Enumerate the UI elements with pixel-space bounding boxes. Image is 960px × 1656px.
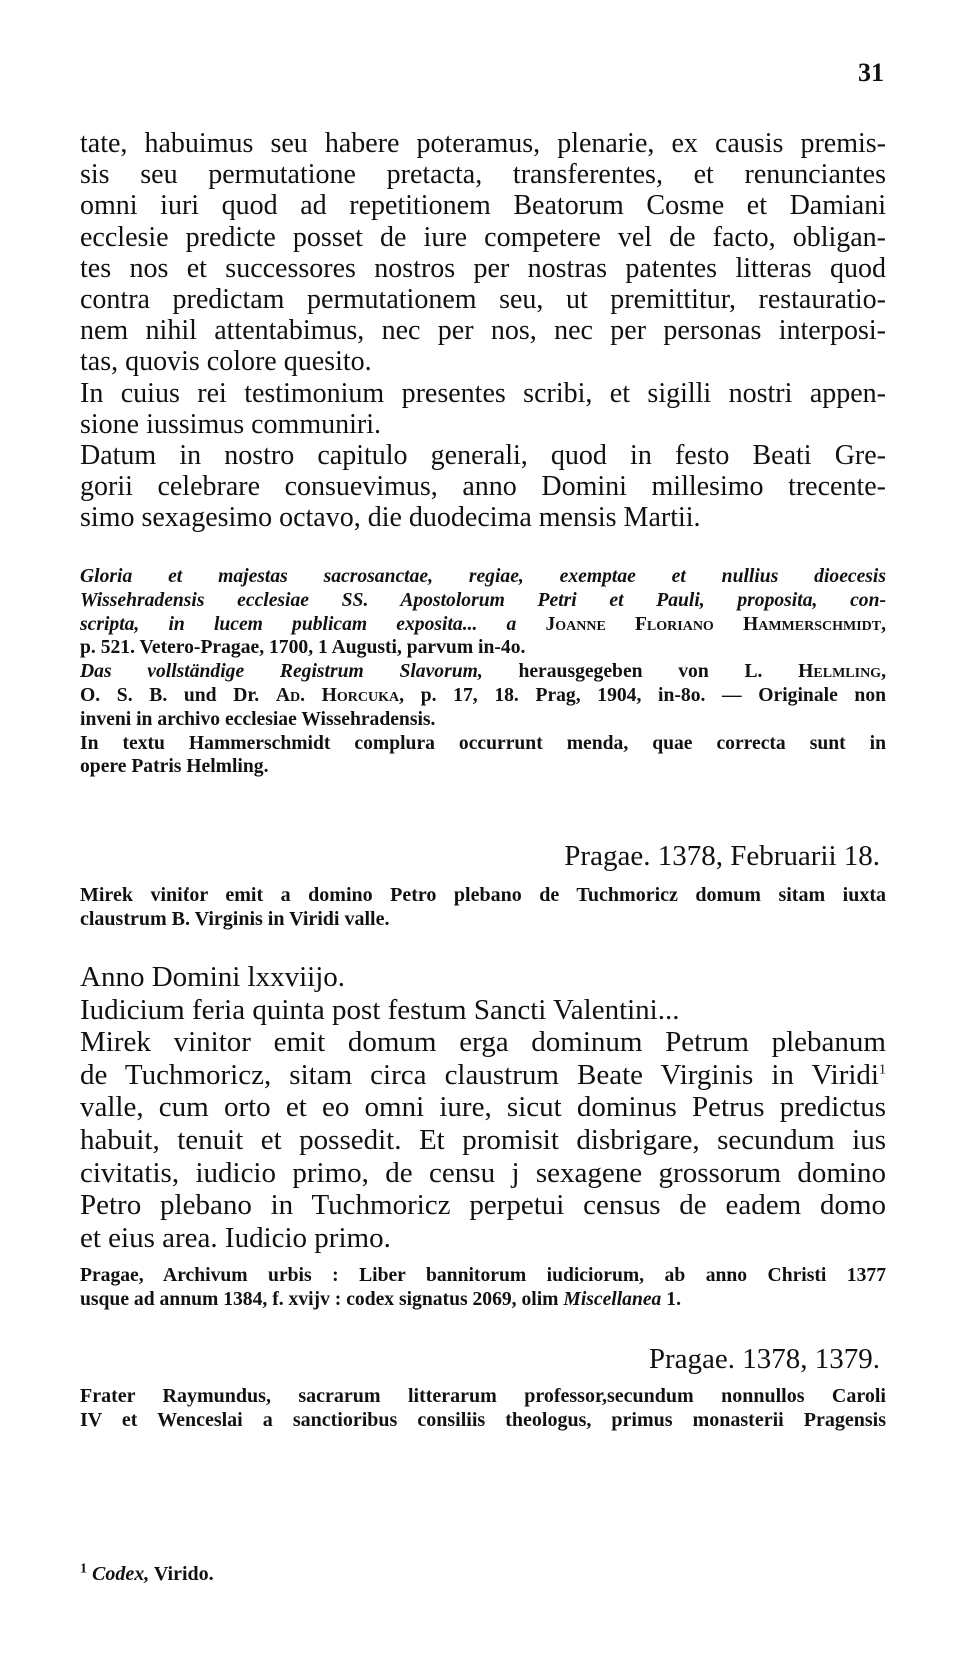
text-line: claustrum B. Virginis in Viridi valle. — [80, 908, 390, 930]
source-title: Miscellanea — [563, 1288, 662, 1310]
text-line: habuit, tenuit et possedit. Et promisit disbrigare, secundum ius — [80, 1123, 886, 1156]
text-line: gorii celebrare consuevimus, anno Domini millesimo trecente- — [80, 471, 886, 503]
document-summary — [80, 1384, 886, 1432]
text-line: tate, habuimus seu habere poteramus, plenarie, ex causis premis- — [80, 128, 886, 159]
footnote-term: Codex, — [92, 1563, 150, 1585]
text-line: valle, cum orto et eo omni iure, sicut dominus Petrus predictus — [80, 1091, 886, 1124]
text-line: Iudicium feria quinta post festum Sancti Valentini... — [80, 993, 680, 1026]
text-line: Petro plebano in Tuchmoricz perpetui census de eadem domo — [80, 1189, 886, 1222]
text-line: p. 521. Vetero-Pragae, 1700, 1 Augusti, parvum in-4o. — [80, 637, 526, 659]
text-fragment: de Tuchmoricz, sitam circa claustrum Beate Virginis in Viridi — [80, 1058, 879, 1091]
source-title: scripta, in lucem publicam exposita... a — [80, 613, 517, 635]
text-fragment: 1. — [666, 1288, 681, 1310]
author-name: Helmling, — [798, 661, 886, 683]
charter-continuation — [80, 128, 886, 534]
text-line: Frater Raymundus, sacrarum litterarum professor,secundum nonnullos Caroli — [80, 1385, 886, 1407]
text-line: sione iussimus communiri. — [80, 408, 381, 440]
text-line: et eius area. Iudicio primo. — [80, 1221, 391, 1254]
source-title: Das vollständige Registrum Slavorum, — [80, 661, 483, 683]
document-summary — [80, 883, 886, 931]
text-line: opere Patris Helmling. — [80, 756, 269, 778]
document-dateline: Pragae. 1378, Februarii 18. — [564, 840, 880, 872]
footnote-marker: 1 — [80, 1561, 87, 1577]
text-fragment: usque ad annum 1384, f. xvijv : codex signatus 2069, olim — [80, 1288, 559, 1310]
text-line: tes nos et successores nostros per nostras patentes litteras quod — [80, 252, 886, 284]
page-number: 31 — [858, 58, 884, 87]
document-source — [80, 1264, 886, 1312]
text-line: Mirek vinitor emit domum erga dominum Petrum plebanum — [80, 1026, 886, 1059]
text-line: nem nihil attentabimus, nec per nos, nec per personas interposi- — [80, 315, 886, 347]
footnote-text: Virido. — [153, 1563, 214, 1585]
text-fragment: O. S. B. und Dr. — [80, 684, 260, 706]
document-dateline: Pragae. 1378, 1379. — [648, 1343, 880, 1375]
text-line: Pragae, Archivum urbis : Liber bannitorum iudiciorum, ab anno Christi 1377 — [80, 1265, 886, 1286]
text-line: In textu Hammerschmidt complura occurrunt menda, quae correcta sunt in — [80, 732, 886, 754]
text-line: omni iuri quod ad repetitionem Beatorum Cosme et Damiani — [80, 190, 886, 222]
author-name: Joanne Floriano Hammerschmidt, — [545, 613, 886, 635]
text-fragment: herausgegeben von L. — [518, 661, 763, 683]
text-line: tas, quovis colore quesito. — [80, 346, 372, 378]
text-line: IV et Wenceslai a sanctioribus consiliis theologus, primus monasterii Pragensis — [80, 1409, 886, 1431]
source-title: Wissehradensis ecclesiae SS. Apostolorum Petri et Pauli, proposita, con- — [80, 589, 886, 611]
footnote-marker: 1 — [879, 1062, 886, 1078]
text-line: Anno Domini lxxviijo. — [80, 961, 346, 993]
text-line: Mirek vinitor emit a domino Petro plebano de Tuchmoricz domum sitam iuxta — [80, 884, 886, 906]
text-line: simo sexagesimo octavo, die duodecima mensis Martii. — [80, 502, 701, 534]
text-line: Datum in nostro capitulo generali, quod in festo Beati Gre- — [80, 440, 886, 472]
text-line: ecclesie predicte posset de iure competere vel de facto, obligan- — [80, 221, 886, 253]
text-line: inveni in archivo ecclesiae Wissehradensis. — [80, 708, 436, 730]
source-title: Gloria et majestas sacrosanctae, regiae, exemptae et nullius dioecesis — [80, 566, 886, 587]
text-line: In cuius rei testimonium presentes scribi, et sigilli nostri appen- — [80, 377, 886, 409]
author-name: Ad. Horcuka, — [275, 684, 405, 706]
text-line: sis seu permutatione pretacta, transferentes, et renunciantes — [80, 159, 886, 191]
text-line: contra predictam permutationem seu, ut premittitur, restauratio- — [80, 284, 886, 316]
sources-note — [80, 565, 886, 779]
footnote — [80, 1563, 214, 1586]
text-line: civitatis, iudicio primo, de censu j sexagene grossorum domino — [80, 1156, 886, 1189]
document-text — [80, 961, 886, 1254]
text-fragment: p. 17, 18. Prag, 1904, in-8o. — Originale non — [420, 684, 887, 706]
